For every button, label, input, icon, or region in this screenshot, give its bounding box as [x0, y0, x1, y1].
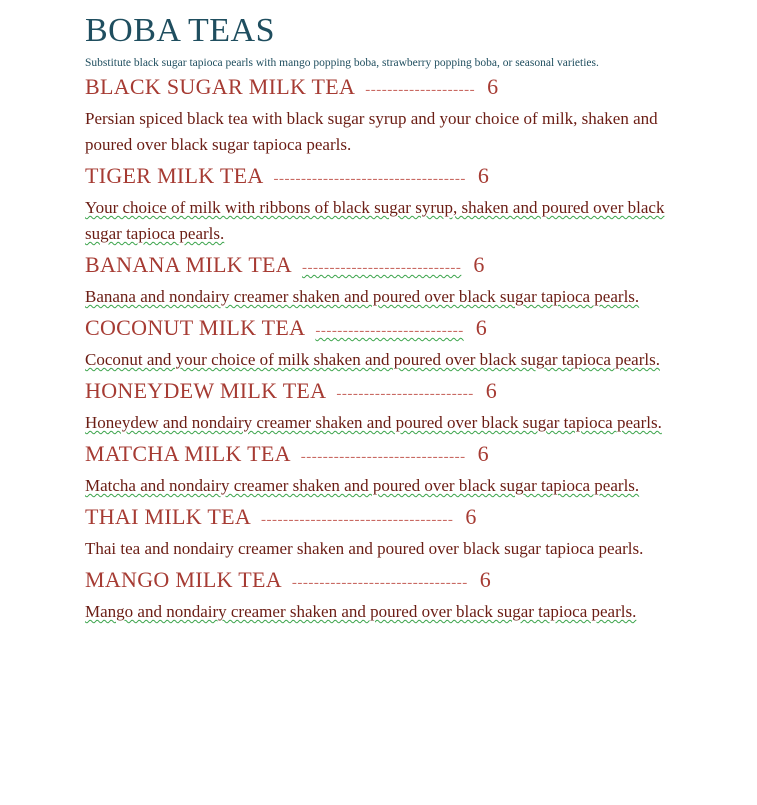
menu-item-name: MANGO MILK TEA: [85, 567, 282, 592]
menu-item-price: 6: [475, 315, 487, 340]
dash-leader: --------------------: [365, 82, 476, 98]
menu-item-header: [85, 162, 745, 193]
menu-item-price: 6: [485, 378, 497, 403]
dash-leader: --------------------------------: [291, 575, 468, 591]
menu-title: BOBA TEAS: [85, 12, 275, 49]
menu-item-name: MATCHA MILK TEA: [85, 441, 291, 466]
dash-leader: -------------------------: [336, 386, 474, 402]
menu-item-description: Mango and nondairy creamer shaken and poured over black sugar tapioca pearls.: [85, 602, 637, 621]
menu-item-description: Banana and nondairy creamer shaken and poured over black sugar tapioca pearls.: [85, 287, 640, 306]
menu-item-header: [85, 566, 745, 597]
menu-item-name: HONEYDEW MILK TEA: [85, 378, 327, 403]
menu-item-price: 6: [477, 163, 489, 188]
menu-item-header: [85, 73, 745, 104]
menu-item-name: THAI MILK TEA: [85, 504, 252, 529]
menu-page: [85, 10, 745, 629]
menu-item-name: BANANA MILK TEA: [85, 252, 292, 277]
menu-item-name: BLACK SUGAR MILK TEA: [85, 74, 356, 99]
menu-subtitle: Substitute black sugar tapioca pearls with mango popping boba, strawberry popping boba, or seasonal varieties.: [85, 57, 599, 69]
menu-item-description: Coconut and your choice of milk shaken and poured over black sugar tapioca pearls.: [85, 350, 660, 369]
menu-item-price: 6: [477, 441, 489, 466]
menu-item-header: [85, 377, 745, 408]
dash-leader: -----------------------------------: [261, 512, 454, 528]
menu-item-price: 6: [487, 74, 499, 99]
menu-item-description: Persian spiced black tea with black sugar syrup and your choice of milk, shaken and poured over black sugar tapioca pearls.: [85, 109, 658, 154]
menu-item-name: TIGER MILK TEA: [85, 163, 264, 188]
menu-item-header: [85, 314, 745, 345]
menu-item-matcha: [85, 440, 745, 499]
menu-item-mango: [85, 566, 745, 625]
menu-item-black-sugar: [85, 73, 745, 158]
menu-item-thai: [85, 503, 745, 562]
dash-leader: -----------------------------: [301, 260, 462, 276]
menu-item-header: [85, 251, 745, 282]
menu-item-tiger: [85, 162, 745, 247]
menu-item-honeydew: [85, 377, 745, 436]
menu-item-price: 6: [479, 567, 491, 592]
menu-item-coconut: [85, 314, 745, 373]
menu-item-description: Thai tea and nondairy creamer shaken and poured over black sugar tapioca pearls.: [85, 539, 644, 558]
menu-item-header: [85, 440, 745, 471]
dash-leader: ---------------------------: [315, 323, 464, 339]
menu-item-header: [85, 503, 745, 534]
dash-leader: -----------------------------------: [273, 171, 466, 187]
menu-item-name: COCONUT MILK TEA: [85, 315, 306, 340]
menu-item-description: Your choice of milk with ribbons of black sugar syrup, shaken and poured over black sugar tapioca pearls.: [85, 198, 665, 243]
menu-item-description: Matcha and nondairy creamer shaken and poured over black sugar tapioca pearls.: [85, 476, 640, 495]
menu-item-banana: [85, 251, 745, 310]
menu-item-price: 6: [465, 504, 477, 529]
menu-item-description: Honeydew and nondairy creamer shaken and poured over black sugar tapioca pearls.: [85, 413, 662, 432]
dash-leader: ------------------------------: [300, 449, 466, 465]
menu-item-price: 6: [473, 252, 485, 277]
